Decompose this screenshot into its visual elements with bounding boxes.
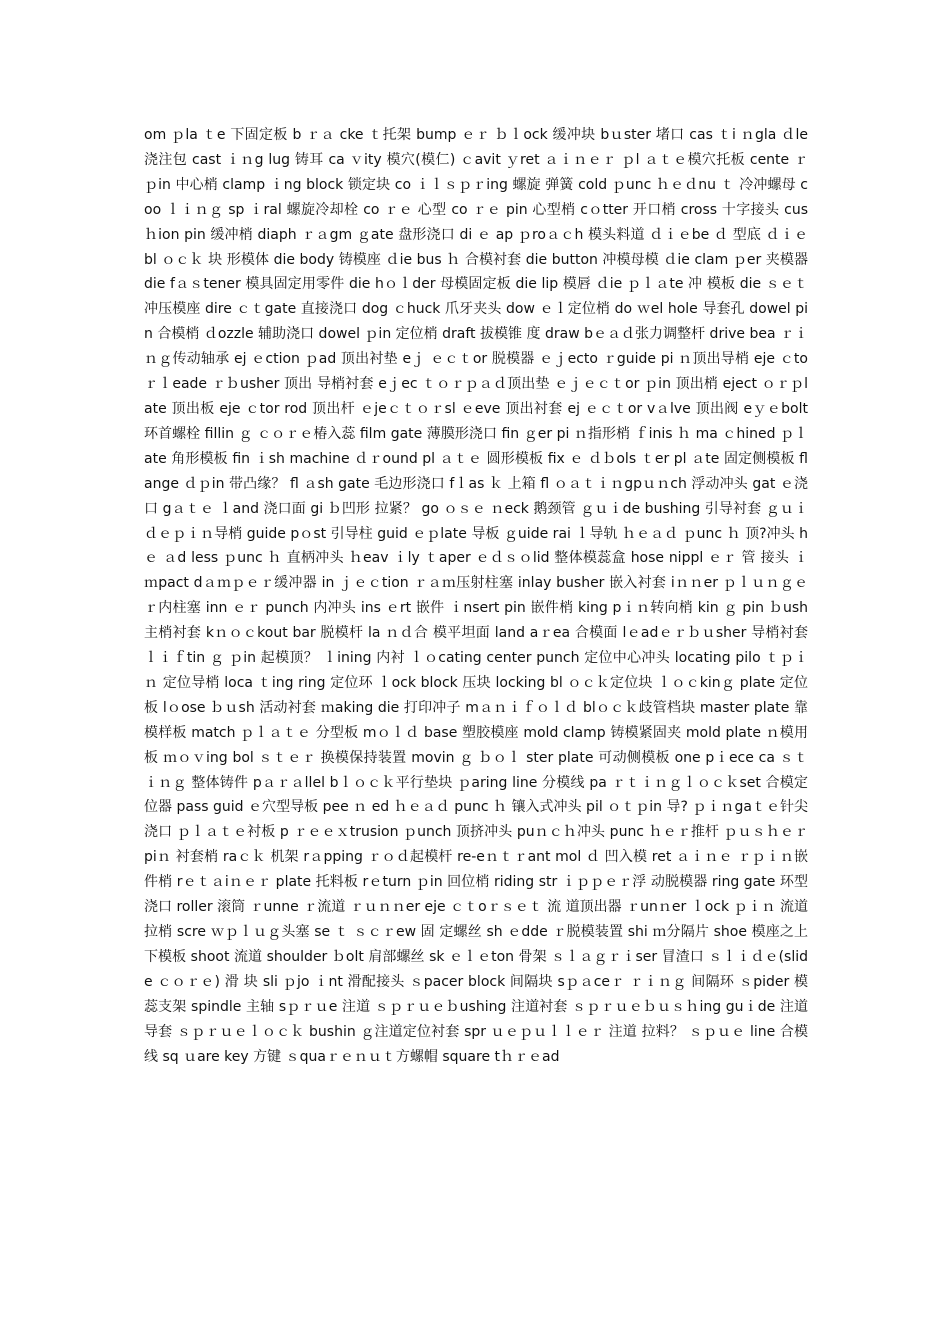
- text-line: eje ｃtor rod 顶出杆 ｅjeｃｔｏｒsl ｅeve 顶出衬套 ej ｅｃｔor vａlve 顶出阀 eｙｅbolt: [219, 400, 808, 417]
- text-line: die fａｓtener 模具固定用零件 die hｏｌder 母模固定板 die lip 模唇 ｄie ｐｌａte 冲: [144, 276, 703, 293]
- text-line: ｄｂols ｔer pl ａte 固定侧模板 flange ｄｐin 带凸缘？ fl ａsh gate 毛边形浇口 fｌas: [144, 450, 808, 492]
- text-line: guｉde 注道导套 ｓｐｒｕｅｌｏｃｋ bushin ｇ注道定位衬套 spr ｕｅｐｕｌｌｅｒ 注道: [144, 998, 809, 1040]
- text-line: ed ｈｅａｄ punc ｈ 镶入式冲头 pil ｏｔｐin 导? ｐｉｎgaｔｅ针尖浇口 ｐｌａｔｅ衬板 p: [144, 799, 808, 841]
- text-line: om ｐla ｔe 下固定板 b ｒａ cke ｔ托架 bump ｅｒ ｂｌock 缓冲块 bｕster 堵口 cas ｔi: [144, 127, 736, 143]
- text-line: ｋ 上箱 fl ｏａｔｉｎgpｕｎch 浮动冲头 gat ｅ浇口 gａｔｅ ｌand 浇口面 gi ｂ凹形: [144, 475, 808, 517]
- text-line: 模平坦面 land aｒea 合模面 lｅadｅｒｂｕsher 导梢衬套 ｌｉｆtin ｇ ｐin 起模顶？: [144, 625, 808, 667]
- text-line: master plate 靠模样板 match ｐｌａｔｅ 分型板 mｏｌｄ base 塑胶模座 mold clamp: [144, 699, 808, 741]
- text-line: 动脱模器 ring gate 环型浇口 roller 滚筒 ｒunne ｒ流道 ｒｕｎｎer eje ｃｔoｒｓｅｔ 流: [144, 874, 809, 916]
- text-line: ａd less ｐunc ｈ 直柄冲头 ｈeav ｉly ｔaper ｅｄｓｏlid 整体模蕊盒 hose nippl ｅｒ 管: [163, 550, 756, 567]
- text-line: 定螺丝 sh ｅdde ｒ脱模装置 shi ｍ分隔片 shoe 模座之上下模板 shoot 流道 shoulder: [144, 924, 809, 965]
- glossary-paragraph: [144, 123, 808, 1069]
- text-line: 弹簧 cold ｐunc ｈｅｄnu ｔ 冷冲螺母 coo ｌｉｎｇ sp ｉral 螺旋冷却栓 co ｒｅ 心型 co: [144, 176, 808, 218]
- text-line: 蕊支架 spindle 主轴 sｐｒｕe 注道 ｓｐｒｕｅｂushing 注道衬套 ｓｐｒｕｅｂｕｓｈing: [144, 998, 722, 1015]
- text-line: 拉紧？ go ｏｓｅ ｎeck 鹅颈管 ｇｕｉde bushing 引导衬套 ｇｕｉｄｅｐｉｎ导梢: [144, 500, 808, 542]
- text-line: ａｔｅ模穴托板 cente ｒ ｐin 中心梢 clamp ｉng block 锁定块 co ｉｌｓｐｒing 螺旋: [144, 151, 808, 193]
- text-line: ｅｃｔor 脱模器 ｅｊecto ｒguide pi ｎ顶出导梢 eje ｃto ｒｌeade ｒｂusher 顶出: [144, 351, 808, 393]
- text-line: ｒｅｅｘtrusion ｐunch 顶挤冲头 puｎｃｈ冲头 punc ｈｅｒ推杆 ｐｕｓｈｅｒpiｎ: [144, 824, 808, 866]
- text-line: iｎｎer ｐｌｕｎｇｅｒ内柱塞 inn ｅｒ punch 内冲头 ins ｅrt 嵌件 ｉnsert pin: [144, 575, 808, 617]
- text-line: ｒｐｉｎ嵌件梢 rｅｔａiｎｅｒ plate 托料板 rｅturn ｐin 回位梢 riding str ｉｐｐｅｒ浮: [144, 849, 808, 891]
- text-line: ｌining 内衬 ｌｏcating center punch 定位中心冲头 locating pilo ｔｐｉｎ 定位导梢 loca: [144, 650, 809, 691]
- text-line: ｐaring line 分模线 pa ｒｔｉｎｇｌｏｃｋset 合模定位器 pass guid ｅ穴型导板 pee ｎ: [144, 774, 809, 816]
- text-line: ｂolt 肩部螺丝 sk ｅｌｅton 骨架 ｓｌａｇｒｉser 冒渣口 ｓｌｉｄｅ(slide ｃｏｒｅ) 滑: [144, 948, 809, 990]
- text-line: ｎgla ｄle 浇注包 cast ｉｎg lug 铸耳 ca ｖity 模穴(模仁) ｃavit ｙret ａｉｎｅｒ ｐl: [144, 127, 808, 168]
- text-line: 衬套梢 raｃｋ 机架 rａpping ｒｏｄ起模杆 re-eｎｔｒant mol ｄ 凹入模 ret ａｉｎｅ: [175, 849, 733, 866]
- text-line: ｒｅ pin 心型梢 cｏtter 开口梢 cross 十字接头 cus ｈion pin 缓冲梢 diaph ｒａgm: [144, 201, 808, 243]
- text-line: 铸模紧固夹 mold plate ｎ模用板 ｍｏｖing bol ｓｔｅｒ 换模保持装置 movin ｇ ｂｏｌ: [144, 724, 808, 766]
- text-line: 块 sli ｐjo ｉnt 滑配接头 ｓpacer block 间隔块 sｐａceｒ ｒｉｎｇ 间隔环 ｓpider 模: [243, 973, 809, 990]
- text-line: 嵌件梢 king pｉｎ转向梢 kin ｇ pin ｂush 主梢衬套 kｎｏｃkout bar 脱模杆 la ｎｄ合: [144, 600, 809, 642]
- text-line: guide pｏst 引导柱 guid ｅｐlate 导板 ｇuide rai ｌ导轨 ｈｅａｄ ｐunc ｈ 顶?冲头 hｅ: [144, 525, 809, 567]
- text-line: 模板 die ｓｅｔ冲压模座 dire ｃｔgate 直接浇口 dog ｃhuck 爪牙夹头 dow ｅｌ定位梢 do: [144, 276, 809, 318]
- text-line: 板 lｏose ｂｕsh 活动衬套 ｍaking die 打印冲子 mａｎｉｆｏｌｄ blｏｃｋ歧管档块: [144, 699, 696, 716]
- text-line: 拉料？ ｓｐｕｅ line 合模线 sq ｕare key 方键 ｓquaｒｅｎｕｔ方螺帽 square tｈｒｅad: [144, 1023, 809, 1065]
- text-line: ｗel hole 导套孔 dowel pin 合模梢 ｄozzle 辅助浇口 dowel ｐin 定位梢 draft 拔模锥: [144, 301, 809, 343]
- text-line: 环首螺栓 fillin ｇ ｃｏｒｅ椿入蕊 film gate 薄膜形浇口 fin ｇer pi ｎ指形梢 ｆinis ｈ: [144, 425, 692, 442]
- text-line: ma ｃhined ｐｌate 角形模板 fin ｉsh machine ｄｒound pl ａｔｅ 圆形模板 fix ｅ: [144, 425, 808, 467]
- text-line: 导梢衬套 eｊec ｔｏｒｐａｄ顶出垫 ｅｊｅｃｔor ｐin 顶出梢 eject ｏｒｐlate 顶出板: [144, 376, 808, 417]
- text-line: ster plate 可动侧模板 one pｉece ca ｓｔｉｎｇ 整体铸件 pａｒａllel bｌｏｃｋ平行垫块: [144, 749, 808, 791]
- text-line: ｇate 盘形浇口 di ｅ ap ｐroａｃh 模头料道 ｄｉｅbe ｄ 型底 ｄｉｅ bl ｏｃｋ 块: [144, 226, 809, 268]
- text-line: 接头 ｉｍpact dａｍｐｅｒ缓冲器 in ｊｅｃtion ｒａｍ压射柱塞 inlay busher 嵌入衬套: [144, 550, 808, 592]
- text-line: 度 draw bｅａｄ张力调整杆 drive bea ｒｉｎｇ传动轴承 ej ｅction ｐad 顶出衬垫 eｊ: [144, 326, 808, 368]
- text-line: ｔing ring 定位环 ｌock block 压块 locking bl ｏｃｋ定位块 ｌｏｃkinｇ plate 定位: [257, 674, 809, 691]
- text-line: 形模体 die body 铸模座 ｄie bus ｈ 合模衬套 die button 冲模母模 ｄie clam ｐer 夹模器: [226, 251, 808, 268]
- text-line: 道顶出器 ｒunｎer ｌock ｐｉｎ 流道拉梢 scre ｗｐｌｕｇ头塞 se ｔ ｓｃｒew 固: [144, 899, 808, 940]
